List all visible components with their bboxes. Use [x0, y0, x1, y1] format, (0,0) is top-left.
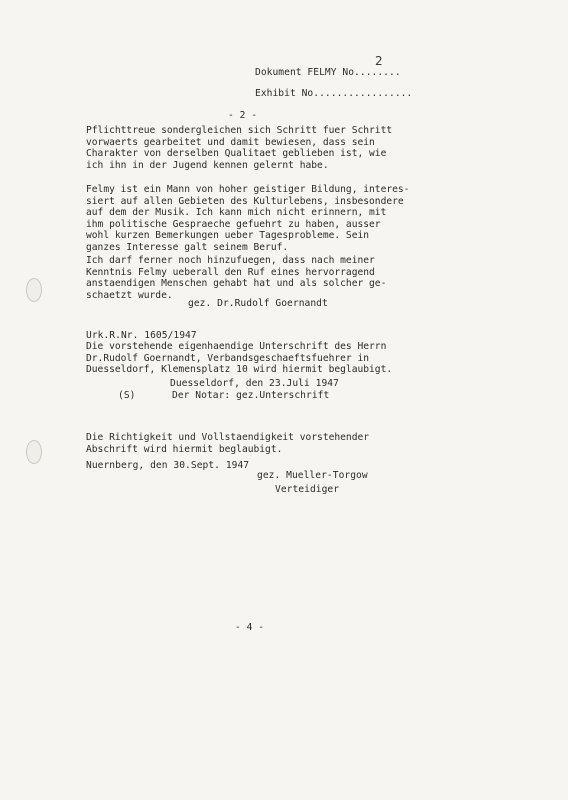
certification-line: Die vorstehende eigenhaendige Unterschrift des Herrn	[86, 341, 387, 352]
paragraph-line: ganzes Interesse galt seinem Beruf.	[86, 241, 289, 253]
paragraph-line: auf dem der Musik. Ich kann mich nicht erinnern, mit	[86, 207, 387, 219]
paragraph-line: ich ihn in der Jugend kennen gelernt habe.	[86, 159, 329, 171]
dokument-line: Dokument FELMY No........	[255, 67, 401, 78]
paragraph-line: schaetzt wurde.	[86, 289, 173, 301]
paragraph-line: ihm politische Gespraeche gefuehrt zu haben, ausser	[86, 218, 381, 230]
attestation-line: Die Richtigkeit und Vollstaendigkeit vorstehender	[86, 432, 370, 443]
certification-place-date: Duesseldorf, den 23.Juli 1947	[170, 378, 339, 389]
paragraph-line: anstaendigen Menschen gehabt hat und als solcher ge-	[86, 278, 387, 290]
paragraph-line: Felmy ist ein Mann von hoher geistiger Bildung, interes-	[86, 184, 410, 195]
page-footer: - 4 -	[235, 622, 265, 633]
paragraph-line: Charakter von derselben Qualitaet geblieben ist, wie	[86, 148, 387, 160]
paragraph-line: Kenntnis Felmy ueberall den Ruf eines hervorragend	[86, 266, 375, 278]
punch-hole-top	[26, 278, 42, 302]
attestation-place-date: Nuernberg, den 30.Sept. 1947	[86, 460, 250, 471]
handwritten-document-number: 2	[375, 54, 383, 68]
paragraph-3	[86, 255, 416, 301]
paragraph-line: Ich darf ferner noch hinzufuegen, dass nach meiner	[86, 255, 375, 266]
urk-number: Urk.R.Nr. 1605/1947	[86, 330, 197, 341]
paragraph-1	[86, 125, 416, 171]
certification-line: Dr.Rudolf Goernandt, Verbandsgeschaeftsfuehrer in	[86, 352, 370, 364]
page-marker: - 2 -	[228, 110, 258, 121]
notary-signature: Der Notar: gez.Unterschrift	[172, 390, 330, 401]
exhibit-line: Exhibit No.................	[255, 88, 413, 99]
paragraph-line: siert auf allen Gebieten des Kulturlebens, insbesondere	[86, 195, 404, 207]
paragraph-2	[86, 184, 416, 254]
seal-mark: (S)	[118, 390, 136, 401]
punch-hole-bottom	[26, 440, 42, 464]
attestation-role: Verteidiger	[275, 484, 340, 495]
attestation-text	[86, 432, 416, 455]
signature-goernandt: gez. Dr.Rudolf Goernandt	[188, 298, 328, 309]
paragraph-line: Pflichttreue sondergleichen sich Schritt fuer Schritt	[86, 125, 393, 136]
certification-line: Duesseldorf, Klemensplatz 10 wird hiermit beglaubigt.	[86, 364, 393, 376]
paragraph-line: wohl kurzen Bemerkungen ueber Tagesprobleme. Sein	[86, 230, 370, 242]
certification-text	[86, 341, 416, 376]
attestation-signer: gez. Mueller-Torgow	[257, 470, 368, 481]
paragraph-line: vorwaerts gearbeitet und damit bewiesen, dass sein	[86, 136, 375, 148]
attestation-line: Abschrift wird hiermit beglaubigt.	[86, 443, 283, 455]
